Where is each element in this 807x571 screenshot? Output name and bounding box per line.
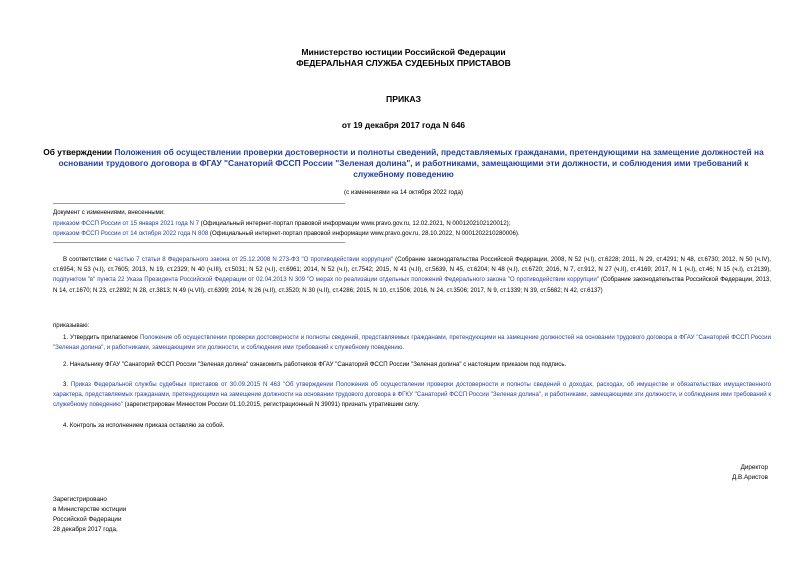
signatory-position: Директор bbox=[740, 464, 768, 471]
item-1-paragraph bbox=[53, 333, 771, 353]
amendment-item bbox=[53, 219, 763, 230]
item-1-regulation-link[interactable]: Положение об осуществлении проверки достоверности и полноты сведений, представляемых гражданами, претендующими на замещение должностей на основании трудового договора в ФГАУ "Санаторий ФССП России "Зеленая долина", и работниками, замещающими эти должности, и соблюдения ими требований к служебному поведению bbox=[53, 334, 771, 352]
item-3-paragraph bbox=[53, 380, 771, 411]
order-type: ПРИКАЗ bbox=[386, 94, 421, 104]
amendment-link-1[interactable]: приказом ФССП России от 15 января 2021 года N 7 bbox=[53, 219, 199, 227]
ministry-heading: Министерство юстиции Российской Федерации bbox=[301, 47, 506, 57]
item-1-text: 1. Утвердить прилагаемое bbox=[63, 334, 141, 341]
edition-note: (с изменениями на 14 октября 2022 года) bbox=[344, 189, 463, 196]
item-2-paragraph bbox=[53, 360, 771, 370]
service-heading: ФЕДЕРАЛЬНАЯ СЛУЖБА СУДЕБНЫХ ПРИСТАВОВ bbox=[296, 58, 511, 68]
item-4-text: 4. Контроль за исполнением приказа оставляю за собой. bbox=[63, 422, 225, 429]
registration-line: Российской Федерации bbox=[53, 516, 122, 523]
item-4-paragraph bbox=[53, 421, 771, 431]
item-1-end: . bbox=[402, 344, 405, 352]
divider-top bbox=[53, 203, 345, 204]
item-3-order-link[interactable]: Приказ Федеральной службы судебных приставов от 30.09.2015 N 463 "Об утверждении Положения об осуществлении проверки достоверности и полноты сведений о доходах, расходах, об имуществе и обязательствах имущественного характера, представляемых гражданами, претендующими на замещение должности на основании трудового договора в ФГКУ "Санаторий ФССП России "Зеленая долина", и работниками, замещающими эти должности, и соблюдения ими требований к служебному поведению" bbox=[53, 381, 771, 409]
item-3-text: (зарегистрирован Минюстом России 01.10.2015, регистрационный N 39091) признать утратившим силу. bbox=[122, 401, 420, 409]
item-2-text: 2. Начальнику ФГАУ "Санаторий ФССП России "Зеленая долина" ознакомить работников ФГАУ "Санаторий ФССП России "Зеленая долина" с настоящим приказом под подпись. bbox=[63, 361, 567, 368]
amendment-link-2[interactable]: приказом ФССП России от 14 октября 2022 года N 808 bbox=[53, 230, 209, 237]
title-prefix: Об утверждении bbox=[43, 147, 115, 157]
registration-line: Зарегистрировано bbox=[53, 496, 107, 503]
preamble-paragraph bbox=[53, 255, 771, 296]
document-title bbox=[42, 147, 765, 180]
amendments-block bbox=[53, 208, 763, 240]
presidential-decree-link[interactable]: подпунктом "в" пункта 22 Указа Президента Российской Федерации от 02.04.2013 N 309 "О мерах по реализации отдельных положений Федерального закона "О противодействии коррупции" bbox=[53, 276, 599, 284]
amendment-details-1: (Официальный интернет-портал правовой информации www.pravo.gov.ru, 12.02.2021, N 0001202102120012); bbox=[198, 219, 511, 227]
amendment-details-2: (Официальный интернет-портал правовой информации www.pravo.gov.ru, 28.10.2022, N 0001202210280006). bbox=[208, 230, 520, 237]
item-3-number: 3. bbox=[63, 381, 71, 388]
preamble-text-3: (Собрание законодательства Российской Федерации, 2013, N 14, ст.1670; N 23, ст.2892; N 28, ст.3813; N 49 (ч.VII), ст.6399; 2014, N 26 (ч.II), ст.3520; N 30 (ч.II), ст.4286; 2015, N 10, ст.1506; 2016, N 24, ст.3506; 2017, N 9, ст.1339; N 39, ст.5682; N 42, ст.6137) bbox=[53, 276, 772, 294]
signature-block bbox=[732, 463, 768, 483]
registration-line: в Министерстве юстиции bbox=[53, 506, 127, 513]
preamble-text-2: (Собрание законодательства Российской Федерации, 2008, N 52 (ч.I), ст.6228; 2011, N 29, ст.4291; N 48, ст.6730; 2012, N 50 (ч.IV), ст.6954; N 53 (ч.I), ст.7605; 2013, N 19, ст.2329; N 40 (ч.III), ст.5031; N 52 (ч.I), ст.6961; 2014, N 52 (ч.I), ст.7542; 2015, N 41 (ч.II), ст.5639, N 45, ст.6204; N 48 (ч.I), ст.6720; 2016, N 7, ст.912, N 27 (ч.II), ст.4169; 2017, N 1 (ч.I), ст.46; N 15 (ч.I), ст.2139), bbox=[53, 256, 771, 274]
divider-bottom bbox=[53, 242, 345, 243]
registration-block bbox=[53, 495, 126, 535]
preamble-text-1: В соответствии с bbox=[63, 256, 114, 263]
amendments-intro: Документ с изменениями, внесенными: bbox=[53, 209, 165, 216]
order-date-number: от 19 декабря 2017 года N 646 bbox=[341, 120, 466, 130]
registration-line: 28 декабря 2017 года, bbox=[53, 526, 118, 533]
anticorruption-law-link[interactable]: частью 7 статьи 8 Федерального закона от 25.12.2008 N 273-ФЗ "О противодействии коррупции" bbox=[113, 256, 394, 263]
order-word: приказываю: bbox=[53, 322, 90, 329]
amendment-item bbox=[53, 229, 763, 240]
signatory-name: Д.В.Аристов bbox=[732, 474, 768, 481]
title-regulation-link[interactable]: Положения об осуществлении проверки достоверности и полноты сведений, представляемых гражданами, претендующими на замещение должностей на основании трудового договора в ФГАУ "Санаторий ФССП России "Зеленая долина", и работниками, замещающими эти должности, и соблюдения ими требований к служебному поведению bbox=[58, 147, 764, 179]
